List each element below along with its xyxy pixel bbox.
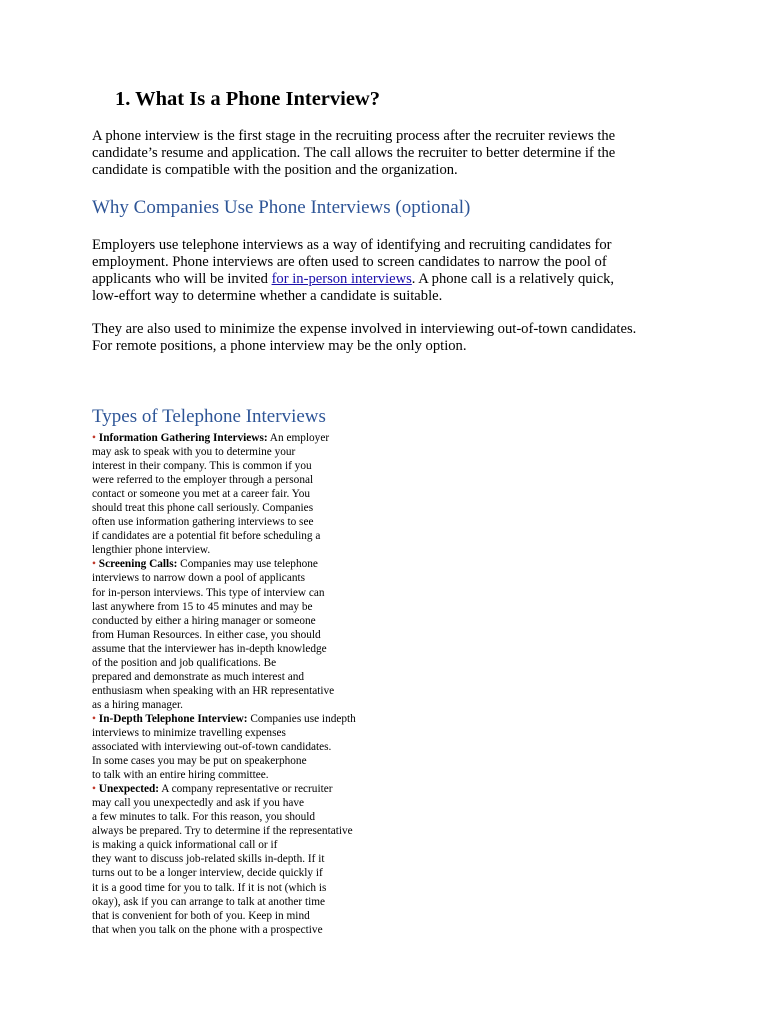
why-companies-heading: Why Companies Use Phone Interviews (optional): [92, 197, 471, 218]
list-item: [92, 431, 356, 557]
item-line: that when you talk on the phone with a prospective: [92, 923, 323, 936]
bullet-icon: •: [92, 712, 96, 725]
list-item: [92, 712, 356, 782]
item-line: is making a quick informational call or if: [92, 839, 278, 852]
list-item: [92, 782, 356, 937]
item-text: Companies use indepth: [247, 712, 356, 725]
item-line: okay), ask if you can arrange to talk at another time: [92, 895, 326, 908]
paragraph-line: employment. Phone interviews are often used to screen candidates to narrow the pool of: [92, 254, 607, 270]
item-term: Information Gathering Interviews:: [98, 432, 268, 444]
item-line: as a hiring manager.: [92, 698, 183, 711]
paragraph-line: low-effort way to determine whether a candidate is suitable.: [92, 288, 443, 304]
intro-line: candidate is compatible with the position and the organization.: [92, 162, 458, 178]
paragraph-line: Employers use telephone interviews as a way of identifying and recruiting candidates for: [92, 237, 612, 253]
item-term: Screening Calls:: [98, 558, 178, 571]
item-line: of the position and job qualifications. Be: [92, 656, 277, 669]
item-line: interviews to narrow down a pool of applicants: [92, 572, 306, 585]
page-title: 1. What Is a Phone Interview?: [115, 88, 380, 110]
item-line: enthusiasm when speaking with an HR representative: [92, 684, 335, 697]
item-line: should treat this phone call seriously. Companies: [92, 502, 314, 515]
bullet-icon: •: [92, 558, 96, 571]
types-heading: Types of Telephone Interviews: [92, 406, 326, 427]
item-line: interest in their company. This is common if you: [92, 460, 312, 473]
item-line: In some cases you may be put on speakerphone: [92, 755, 307, 768]
why-paragraph-2: [92, 321, 636, 355]
in-person-interviews-link[interactable]: for in-person interviews: [271, 271, 412, 287]
paragraph-line: For remote positions, a phone interview may be the only option.: [92, 338, 467, 354]
list-item: [92, 557, 356, 712]
item-text: A company representative or recruiter: [159, 783, 333, 796]
list-item-first-line: [92, 557, 356, 571]
paragraph-line: They are also used to minimize the expense involved in interviewing out-of-town candidates.: [92, 321, 637, 337]
item-line: for in-person interviews. This type of interview can: [92, 586, 325, 599]
why-paragraph-1: [92, 237, 614, 305]
item-line: often use information gathering interviews to see: [92, 516, 314, 529]
item-line: may ask to speak with you to determine your: [92, 446, 296, 459]
item-line: conducted by either a hiring manager or someone: [92, 614, 316, 627]
item-text: An employer: [267, 432, 330, 444]
list-item-first-line: [92, 782, 356, 796]
list-item-first-line: [92, 712, 356, 726]
intro-line: A phone interview is the first stage in the recruiting process after the recruiter reviews the: [92, 128, 616, 144]
item-line: always be prepared. Try to determine if the representative: [92, 825, 353, 838]
item-line: may call you unexpectedly and ask if you have: [92, 797, 305, 810]
item-line: interviews to minimize travelling expenses: [92, 726, 286, 739]
item-line: if candidates are a potential fit before scheduling a: [92, 530, 321, 543]
item-line: assume that the interviewer has in-depth knowledge: [92, 642, 327, 655]
item-line: a few minutes to talk. For this reason, you should: [92, 811, 316, 824]
item-line: that is convenient for both of you. Keep in mind: [92, 909, 310, 922]
paragraph-line: [92, 271, 614, 288]
item-line: turns out to be a longer interview, decide quickly if: [92, 867, 323, 880]
item-line: it is a good time for you to talk. If it is not (which is: [92, 881, 327, 894]
item-line: associated with interviewing out-of-town candidates.: [92, 741, 332, 754]
item-text: Companies may use telephone: [177, 558, 318, 571]
paragraph-text: applicants who will be invited: [92, 271, 272, 287]
item-line: to talk with an entire hiring committee.: [92, 769, 269, 782]
item-term: In-Depth Telephone Interview:: [98, 712, 248, 725]
item-line: they want to discuss job-related skills in-depth. If it: [92, 853, 325, 866]
item-line: lengthier phone interview.: [92, 544, 211, 557]
intro-paragraph: [92, 128, 615, 179]
item-line: contact or someone you met at a career fair. You: [92, 488, 311, 501]
item-term: Unexpected:: [98, 783, 160, 796]
item-line: from Human Resources. In either case, you should: [92, 628, 321, 641]
interview-types-list: [92, 431, 356, 937]
intro-line: candidate’s resume and application. The call allows the recruiter to better determine if the: [92, 145, 616, 161]
bullet-icon: •: [92, 432, 96, 444]
item-line: last anywhere from 15 to 45 minutes and may be: [92, 600, 313, 613]
list-item-first-line: [92, 431, 356, 445]
item-line: prepared and demonstrate as much interest and: [92, 670, 305, 683]
bullet-icon: •: [92, 783, 96, 796]
item-line: were referred to the employer through a personal: [92, 474, 314, 487]
paragraph-text: . A phone call is a relatively quick,: [411, 271, 615, 287]
